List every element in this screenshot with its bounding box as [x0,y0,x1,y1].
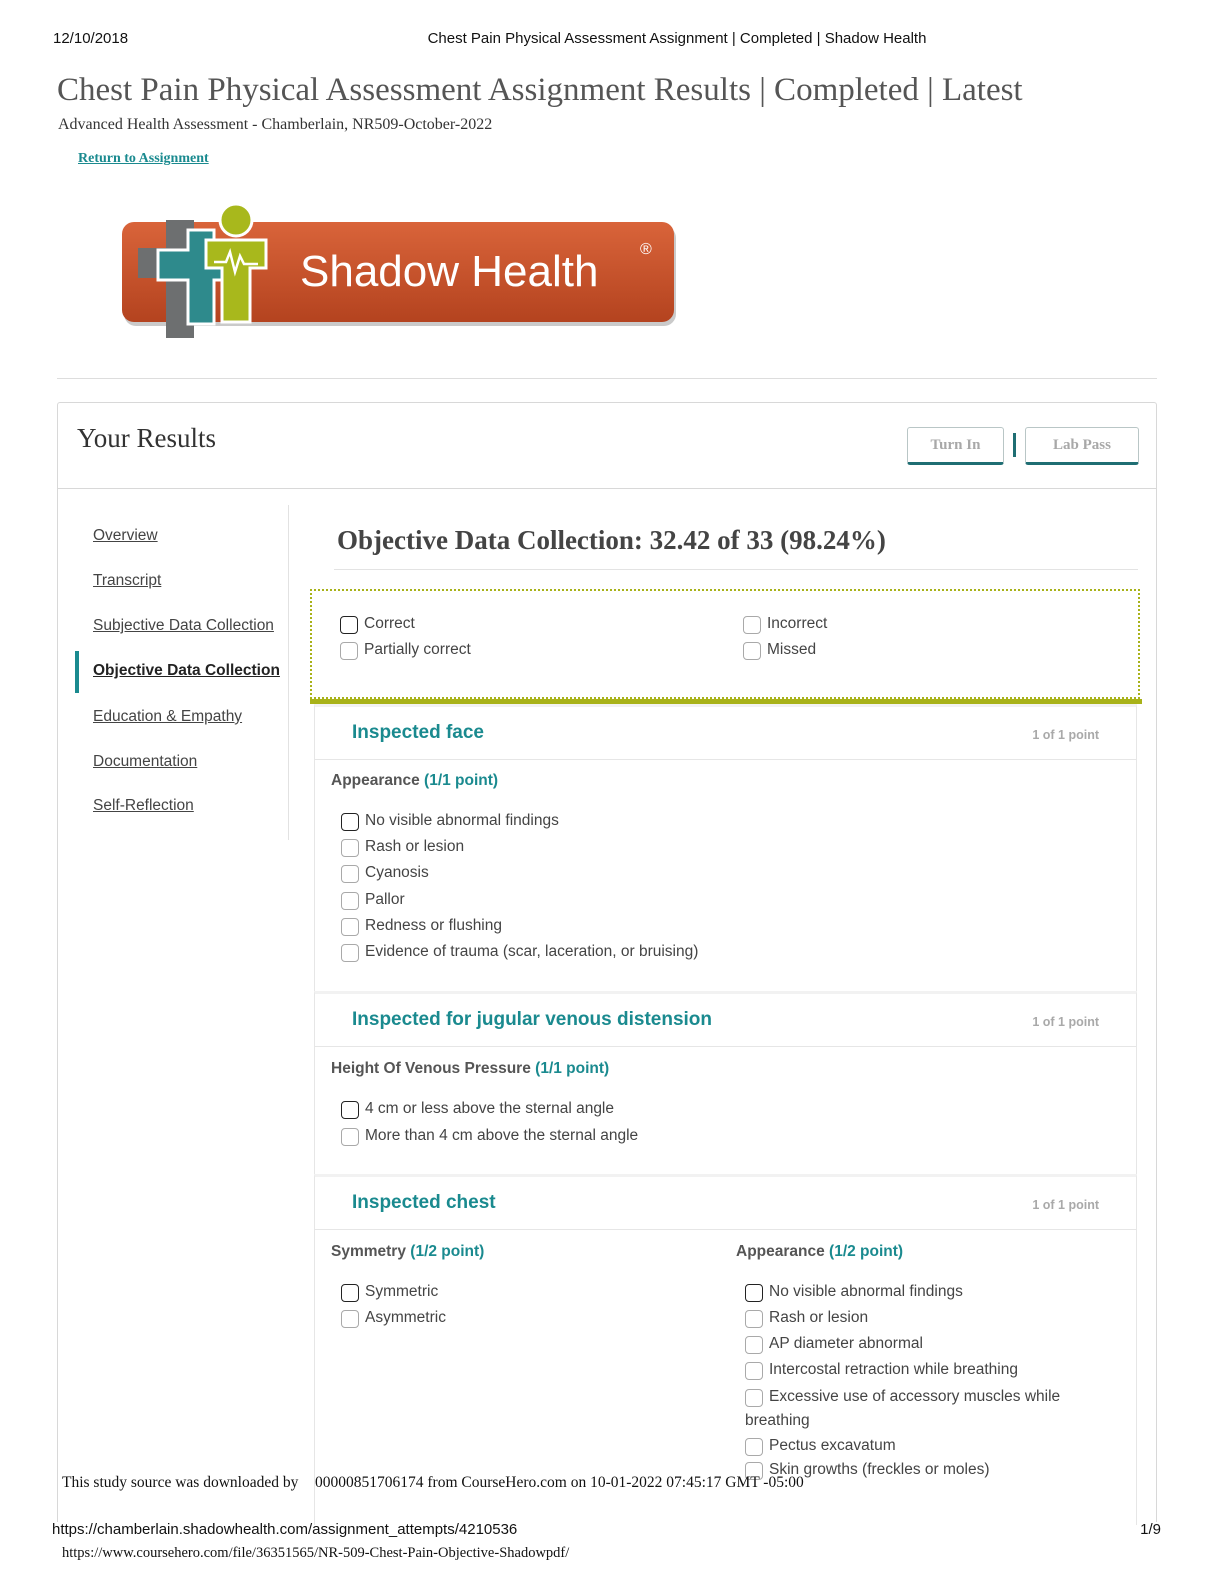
objective-score-title: Objective Data Collection: 32.42 of 33 (98.24%) [337,525,886,555]
sidebar-item-self-reflection[interactable]: Self-Reflection [93,797,194,814]
sidebar-item-documentation[interactable]: Documentation [93,753,198,770]
top-divider [57,378,1157,379]
question-label-appearance: Appearance (1/2 point) [736,1243,904,1260]
checkbox-icon [745,1284,763,1302]
section-inspected-chest [314,1174,1137,1230]
shadow-health-logo [118,198,678,348]
coursehero-url: https://www.coursehero.com/file/36351565/NR-509-Chest-Pain-Objective-Shadowpdf/ [62,1545,570,1561]
checkbox-icon [745,1310,763,1328]
button-separator [1013,433,1016,457]
checkbox-icon [341,813,359,831]
title-divider [334,569,1138,570]
question-label: Height Of Venous Pressure (1/1 point) [331,1060,610,1077]
sidebar-item-objective-data-collection[interactable]: Objective Data Collection [93,662,280,679]
section-inspected-face [314,704,1137,760]
course-name: Advanced Health Assessment - Chamberlain, NR509-October-2022 [58,116,493,133]
active-nav-indicator [75,651,79,693]
lab-pass-button[interactable]: Lab Pass [1025,427,1139,465]
results-header [58,403,1156,489]
print-url: https://chamberlain.shadowhealth.com/assignment_attempts/4210536 [52,1521,518,1538]
page-number: 1/9 [1140,1521,1161,1538]
registered-mark: ® [640,241,652,258]
checkbox-icon [340,642,358,660]
checkbox-icon [341,865,359,883]
checkbox-icon [340,616,358,634]
results-panel [57,402,1157,1522]
checkbox-icon [743,642,761,660]
section-points: 1 of 1 point [1032,1198,1099,1212]
sidebar-item-subjective-data-collection[interactable]: Subjective Data Collection [93,617,274,634]
checkbox-icon [341,1101,359,1119]
sidebar-item-overview[interactable]: Overview [93,527,158,544]
section-points: 1 of 1 point [1032,728,1099,742]
section-inspected-jvd [314,991,1137,1047]
checkbox-icon [341,1310,359,1328]
section-title: Inspected for jugular venous distension [352,1009,712,1030]
source-note-right: 00000851706174 from CourseHero.com on 10-01-2022 07:45:17 GMT -05:00 [315,1474,804,1491]
checkbox-icon [745,1438,763,1456]
section-title: Inspected face [352,722,484,743]
results-sidebar [58,505,289,840]
logo-text: Shadow Health [300,247,599,296]
checkbox-icon [341,918,359,936]
return-to-assignment-link[interactable]: Return to Assignment [78,151,209,166]
checkbox-icon [341,839,359,857]
result-legend: Correct Partially correct Incorrect Missed [310,589,1140,699]
question-label: Appearance (1/1 point) [331,772,499,789]
turn-in-button[interactable]: Turn In [907,427,1004,465]
checkbox-icon [341,892,359,910]
print-page-title: Chest Pain Physical Assessment Assignment | Completed | Shadow Health [427,30,927,47]
checkbox-icon [341,1284,359,1302]
checkbox-icon [745,1336,763,1354]
checkbox-icon [745,1389,763,1407]
results-heading: Your Results [77,423,217,453]
source-note-left: This study source was downloaded by [62,1474,299,1491]
question-label-symmetry: Symmetry (1/2 point) [331,1243,485,1260]
page-title: Chest Pain Physical Assessment Assignment Results | Completed | Latest [57,72,1023,108]
checkbox-icon [745,1362,763,1380]
checkbox-icon [341,1128,359,1146]
sidebar-item-transcript[interactable]: Transcript [93,572,162,589]
print-date: 12/10/2018 [53,30,129,47]
section-points: 1 of 1 point [1032,1015,1099,1029]
checkbox-icon [743,616,761,634]
sidebar-item-education-empathy[interactable]: Education & Empathy [93,708,243,725]
checkbox-icon [341,944,359,962]
section-title: Inspected chest [352,1192,496,1213]
section-body-inspected-face: Appearance (1/1 point) No visible abnormal findings Rash or lesion Cyanosis Pallor Redness or flushing Evidence of trauma (scar, laceration, or bruising) [314,760,1137,992]
section-body-inspected-chest: Symmetry (1/2 point) Symmetric Asymmetric Appearance (1/2 point) No visible abnormal findings Rash or lesion AP diameter abnormal Intercostal retraction while breathing Excessive use of accessory muscles while breathing Pectus excavatum Skin growths (freckles or moles) [314,1230,1137,1525]
section-body-inspected-jvd: Height Of Venous Pressure (1/1 point) 4 cm or less above the sternal angle More than 4 cm above the sternal angle [314,1047,1137,1175]
